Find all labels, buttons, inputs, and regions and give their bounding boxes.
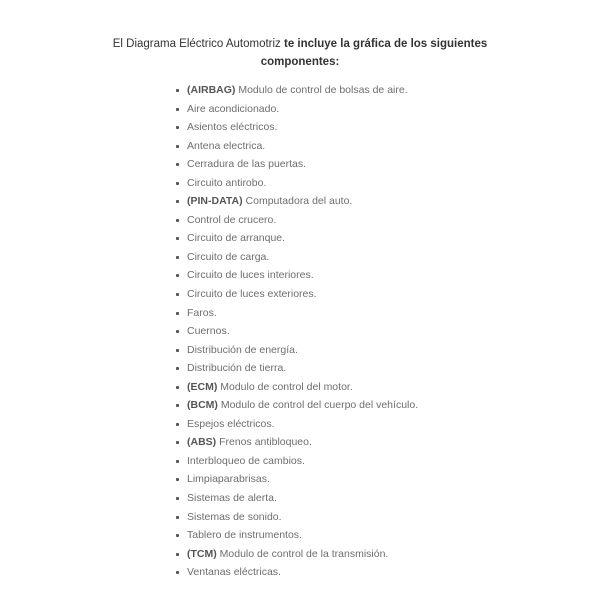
bullet-icon bbox=[176, 145, 179, 148]
page-heading bbox=[100, 36, 500, 71]
component-text: Circuito antirobo. bbox=[187, 176, 267, 189]
list-item bbox=[176, 396, 418, 415]
component-text: Distribución de energía. bbox=[187, 343, 298, 356]
component-text: Antena electrica. bbox=[187, 139, 266, 152]
component-text: Control de crucero. bbox=[187, 213, 277, 226]
component-code: (PIN-DATA) bbox=[187, 195, 243, 208]
list-item bbox=[176, 452, 418, 471]
bullet-icon bbox=[176, 330, 179, 333]
component-code: (TCM) bbox=[187, 547, 217, 560]
component-text: Interbloqueo de cambios. bbox=[187, 454, 305, 467]
bullet-icon bbox=[176, 237, 179, 240]
component-code: (AIRBAG) bbox=[187, 84, 236, 96]
component-text: Frenos antibloqueo. bbox=[219, 436, 312, 449]
bullet-icon bbox=[176, 293, 179, 296]
component-text: Faros. bbox=[187, 306, 217, 319]
list-item bbox=[176, 192, 418, 211]
component-text: Modulo de control de bolsas de aire. bbox=[238, 84, 408, 96]
component-text: Distribución de tierra. bbox=[187, 362, 287, 375]
list-item bbox=[176, 470, 418, 489]
list-item bbox=[176, 118, 418, 137]
list-item bbox=[176, 526, 418, 545]
component-text: Modulo de control del motor. bbox=[220, 380, 353, 393]
heading-bold-text: te incluye la gráfica de los siguientes componentes: bbox=[260, 38, 488, 68]
bullet-icon bbox=[176, 516, 179, 519]
component-text: Circuito de carga. bbox=[187, 250, 270, 263]
list-item bbox=[176, 545, 418, 564]
list-item bbox=[176, 433, 418, 452]
list-item bbox=[176, 211, 418, 230]
bullet-icon bbox=[176, 367, 179, 370]
bullet-icon bbox=[176, 163, 179, 166]
list-item bbox=[176, 229, 418, 248]
list-item bbox=[176, 341, 418, 360]
component-text: Tablero de instrumentos. bbox=[187, 529, 302, 542]
bullet-icon bbox=[176, 423, 179, 426]
list-item bbox=[176, 155, 418, 174]
component-text: Sistemas de alerta. bbox=[187, 492, 277, 505]
list-item bbox=[176, 304, 418, 323]
component-text: Computadora del auto. bbox=[245, 195, 353, 208]
list-item bbox=[176, 266, 418, 285]
component-list bbox=[176, 81, 418, 582]
component-text: Sistemas de sonido. bbox=[187, 510, 282, 523]
bullet-icon bbox=[176, 349, 179, 352]
component-text: Cuernos. bbox=[187, 325, 230, 338]
list-item bbox=[176, 174, 418, 193]
list-item bbox=[176, 81, 418, 100]
bullet-icon bbox=[176, 571, 179, 574]
list-item bbox=[176, 100, 418, 119]
list-item bbox=[176, 415, 418, 434]
list-item bbox=[176, 285, 418, 304]
component-text: Circuito de luces exteriores. bbox=[187, 288, 317, 301]
bullet-icon bbox=[176, 497, 179, 500]
bullet-icon bbox=[176, 219, 179, 222]
component-text: Circuito de arranque. bbox=[187, 232, 286, 245]
component-code: (ECM) bbox=[187, 380, 218, 393]
bullet-icon bbox=[176, 256, 179, 259]
bullet-icon bbox=[176, 404, 179, 407]
component-text: Limpiaparabrisas. bbox=[187, 473, 270, 486]
bullet-icon bbox=[176, 89, 179, 92]
bullet-icon bbox=[176, 200, 179, 203]
component-text: Espejos eléctricos. bbox=[187, 417, 275, 430]
component-text: Asientos eléctricos. bbox=[187, 121, 278, 134]
component-text: Modulo de control del cuerpo del vehículo. bbox=[220, 399, 419, 412]
list-item bbox=[176, 489, 418, 508]
component-code: (BCM) bbox=[187, 399, 218, 412]
list-item bbox=[176, 378, 418, 397]
component-text: Circuito de luces interiores. bbox=[187, 269, 314, 282]
bullet-icon bbox=[176, 274, 179, 277]
bullet-icon bbox=[176, 108, 179, 111]
component-code: (ABS) bbox=[187, 436, 217, 449]
list-item bbox=[176, 563, 418, 582]
component-text: Modulo de control de la transmisión. bbox=[219, 547, 389, 560]
bullet-icon bbox=[176, 460, 179, 463]
bullet-icon bbox=[176, 478, 179, 481]
bullet-icon bbox=[176, 126, 179, 129]
list-item bbox=[176, 322, 418, 341]
bullet-icon bbox=[176, 553, 179, 556]
component-text: Ventanas eléctricas. bbox=[187, 566, 281, 579]
bullet-icon bbox=[176, 386, 179, 389]
bullet-icon bbox=[176, 441, 179, 444]
bullet-icon bbox=[176, 312, 179, 315]
list-item bbox=[176, 508, 418, 527]
bullet-icon bbox=[176, 534, 179, 537]
list-item bbox=[176, 359, 418, 378]
heading-normal-text: El Diagrama Eléctrico Automotriz bbox=[112, 38, 285, 50]
list-item bbox=[176, 137, 418, 156]
component-text: Aire acondicionado. bbox=[187, 102, 280, 115]
bullet-icon bbox=[176, 182, 179, 185]
list-item bbox=[176, 248, 418, 267]
component-text: Cerradura de las puertas. bbox=[187, 158, 307, 171]
